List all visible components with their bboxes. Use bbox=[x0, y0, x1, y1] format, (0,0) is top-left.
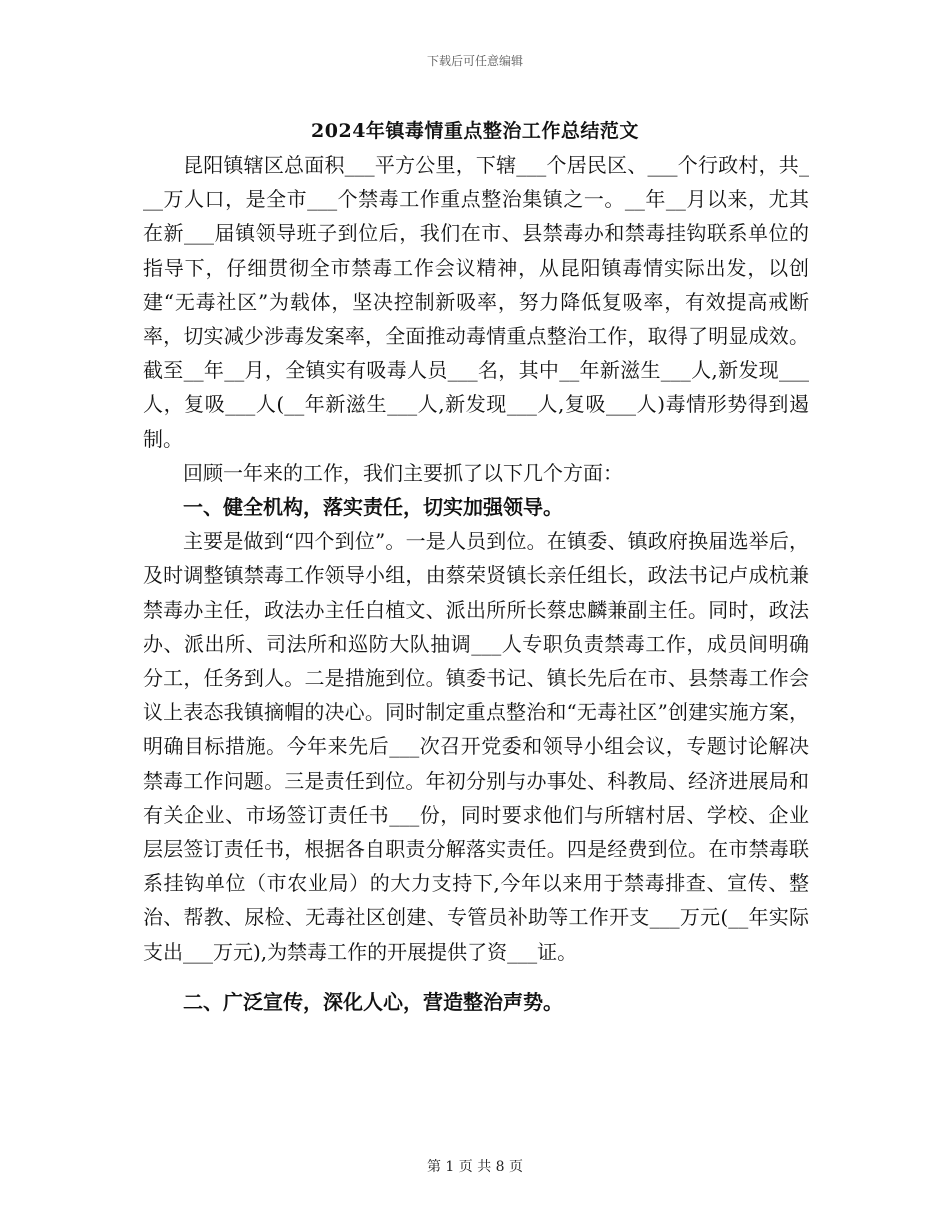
section-heading-2: 二、广泛宣传，深化人心，营造整治声势。 bbox=[183, 989, 563, 1014]
paragraph-section-1: 主要是做到“四个到位”。一是人员到位。在镇委、镇政府换届选举后，及时调整镇禁毒工作领导小组，由蔡荣贤镇长亲任组长，政法书记卢成杭兼禁毒办主任，政法办主任白植文、派出所所长蔡忠麟兼副主任。同时，政法办、派出所、司法所和巡防大队抽调___人专职负责禁毒工作，成员间明确分工，任务到人。二是措施到位。镇委书记、镇长先后在市、县禁毒工作会议上表态我镇摘帽的决心。同时制定重点整治和“无毒社区”创建实施方案，明确目标措施。今年来先后___次召开党委和领导小组会议，专题讨论解决禁毒工作问题。三是责任到位。年初分别与办事处、科教局、经济进展局和有关企业、市场签订责任书___份，同时要求他们与所辖村居、学校、企业层层签订责任书，根据各自职责分解落实责任。四是经费到位。在市禁毒联系挂钩单位（市农业局）的大力支持下,今年以来用于禁毒排查、宣传、整治、帮教、尿检、无毒社区创建、专管员补助等工作开支___万元(__年实际支出___万元),为禁毒工作的开展提供了资___证。 bbox=[143, 529, 809, 964]
page-footer: 第 1 页 共 8 页 bbox=[426, 1159, 524, 1175]
paragraph-intro: 昆阳镇辖区总面积___平方公里，下辖___个居民区、___个行政村，共___万人口，是全市___个禁毒工作重点整治集镇之一。__年__月以来，尤其在新___届镇领导班子到位后，我们在市、县禁毒办和禁毒挂钩联系单位的指导下，仔细贯彻全市禁毒工作会议精神，从昆阳镇毒情实际出发，以创建“无毒社区”为载体，坚决控制新吸率，努力降低复吸率，有效提高戒断率，切实减少涉毒发案率，全面推动毒情重点整治工作，取得了明显成效。截至__年__月，全镇实有吸毒人员___名，其中__年新滋生___人,新发现___人，复吸___人(__年新滋生___人,新发现___人,复吸___人)毒情形势得到遏制。 bbox=[143, 153, 809, 451]
header-note: 下载后可任意编辑 bbox=[426, 54, 523, 68]
paragraph-review: 回顾一年来的工作，我们主要抓了以下几个方面： bbox=[183, 460, 623, 485]
document-title: 2024年镇毒情重点整治工作总结范文 bbox=[311, 120, 639, 142]
document-body bbox=[143, 148, 809, 1019]
section-heading-1: 一、健全机构，落实责任，切实加强领导。 bbox=[183, 495, 563, 520]
